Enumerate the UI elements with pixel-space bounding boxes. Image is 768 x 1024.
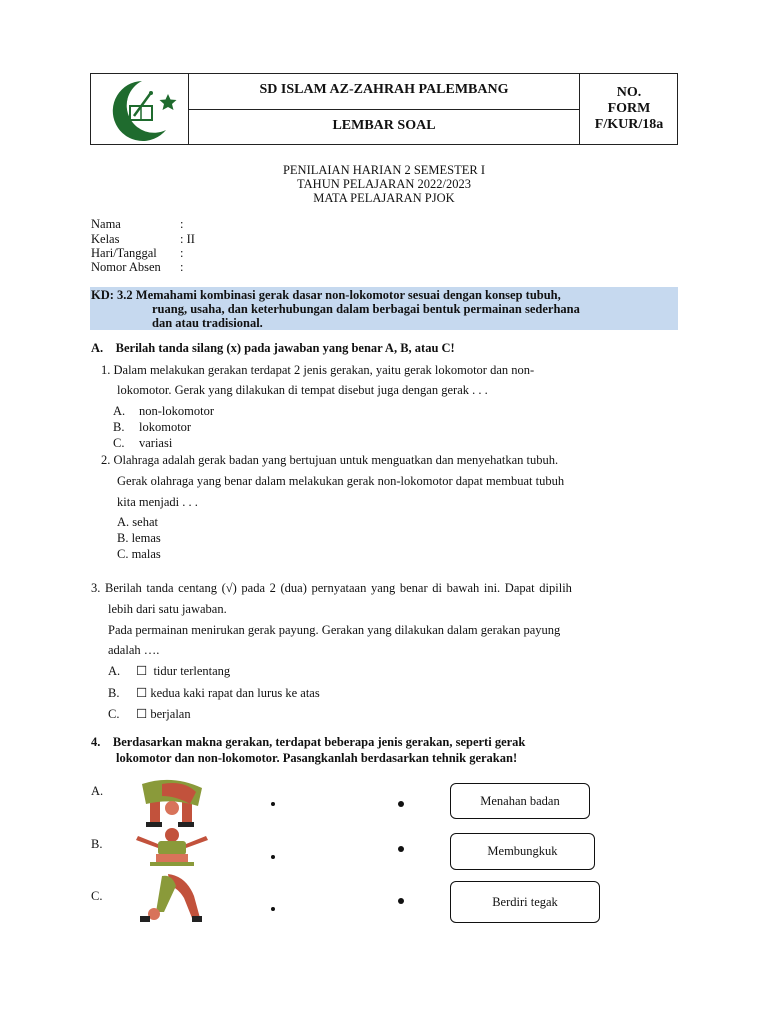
section-a-heading: A. Berilah tanda silang (x) pada jawaban yang benar A, B, atau C! [91, 341, 455, 355]
q3-option-c-letter: C. [108, 707, 120, 721]
exam-title: PENILAIAN HARIAN 2 SEMESTER I [282, 163, 486, 177]
field-label-absen: Nomor Absen [91, 260, 161, 274]
form-label-form: FORM [607, 101, 651, 116]
q3-option-b[interactable]: ☐ kedua kaki rapat dan lurus ke atas [136, 686, 320, 700]
school-name: SD ISLAM AZ-ZAHRAH PALEMBANG [259, 82, 509, 97]
q2-option-a[interactable]: A. sehat [117, 515, 158, 529]
field-label-kelas: Kelas [91, 232, 120, 246]
q4-item-c-label: C. [91, 889, 103, 903]
q4-item-b-label: B. [91, 837, 103, 851]
q3-line-4: adalah …. [108, 643, 160, 657]
field-value-kelas: : II [180, 232, 195, 246]
q1-option-a-letter: A. [113, 404, 126, 418]
q3-line-1: 3. Berilah tanda centang (√) pada 2 (dua) pernyataan yang benar di bawah ini. Dapat dipilih [91, 581, 572, 595]
q1-option-b[interactable]: lokomotor [139, 420, 192, 434]
q3-line-3: Pada permainan menirukan gerak payung. Gerakan yang dilakukan dalam gerakan payung [108, 623, 561, 637]
match-dot-left-b[interactable] [271, 855, 275, 859]
q3-option-a-letter: A. [108, 664, 121, 678]
q1-option-b-letter: B. [113, 420, 125, 434]
q3-line-2: lebih dari satu jawaban. [108, 602, 227, 616]
q2-option-b[interactable]: B. lemas [117, 531, 161, 545]
match-dot-right-a[interactable] [398, 801, 404, 807]
q1-option-c[interactable]: variasi [139, 436, 173, 450]
q2-line-2: Gerak olahraga yang benar dalam melakukan gerak non-lokomotor dapat membuat tubuh [117, 474, 565, 488]
figure-bending-image [132, 778, 212, 830]
answer-box-membungkuk[interactable]: Membungkuk [450, 833, 595, 870]
q2-option-c[interactable]: C. malas [117, 547, 161, 561]
q2-line-1: 2. Olahraga adalah gerak badan yang bertujuan untuk menguatkan dan menyehatkan tubuh. [101, 453, 559, 467]
figure-standing-image [136, 828, 208, 868]
field-value-tanggal: : [180, 246, 184, 260]
q4-item-a-label: A. [91, 784, 104, 798]
kd-line-1: KD: 3.2 Memahami kombinasi gerak dasar non-lokomotor sesuai dengan konsep tubuh, [91, 288, 561, 302]
match-dot-left-c[interactable] [271, 907, 275, 911]
q1-line-2: lokomotor. Gerak yang dilakukan di tempat disebut juga dengan gerak . . . [117, 383, 488, 397]
answer-box-menahan-badan[interactable]: Menahan badan [450, 783, 590, 819]
school-logo [98, 76, 184, 142]
kd-line-3: dan atau tradisional. [152, 316, 263, 330]
q4-line-1: 4. Berdasarkan makna gerakan, terdapat beberapa jenis gerakan, seperti gerak [91, 735, 526, 749]
q1-option-a[interactable]: non-lokomotor [139, 404, 214, 418]
match-dot-left-a[interactable] [271, 802, 275, 806]
figure-stretching-image [134, 872, 204, 924]
field-label-tanggal: Hari/Tanggal [91, 246, 157, 260]
q3-option-a[interactable]: ☐ tidur terlentang [136, 664, 231, 678]
subject: MATA PELAJARAN PJOK [313, 191, 455, 205]
match-dot-right-b[interactable] [398, 846, 404, 852]
form-number: F/KUR/18a [594, 117, 664, 132]
field-label-nama: Nama [91, 217, 121, 231]
q1-option-c-letter: C. [113, 436, 125, 450]
match-dot-right-c[interactable] [398, 898, 404, 904]
q3-option-b-letter: B. [108, 686, 120, 700]
q2-line-3: kita menjadi . . . [117, 495, 198, 509]
form-label-no: NO. [616, 85, 642, 100]
q4-line-2: lokomotor dan non-lokomotor. Pasangkanlah berdasarkan tehnik gerakan! [116, 751, 518, 765]
answer-box-berdiri-tegak[interactable]: Berdiri tegak [450, 881, 600, 923]
field-value-nama: : [180, 217, 184, 231]
field-value-absen: : [180, 260, 184, 274]
kd-line-2: ruang, usaha, dan keterhubungan dalam berbagai bentuk permainan sederhana [152, 302, 580, 316]
document-type: LEMBAR SOAL [332, 118, 436, 133]
academic-year: TAHUN PELAJARAN 2022/2023 [297, 177, 471, 191]
divider [188, 109, 579, 110]
q3-option-c[interactable]: ☐ berjalan [136, 707, 191, 721]
q1-line-1: 1. Dalam melakukan gerakan terdapat 2 jenis gerakan, yaitu gerak lokomotor dan non- [101, 363, 535, 377]
